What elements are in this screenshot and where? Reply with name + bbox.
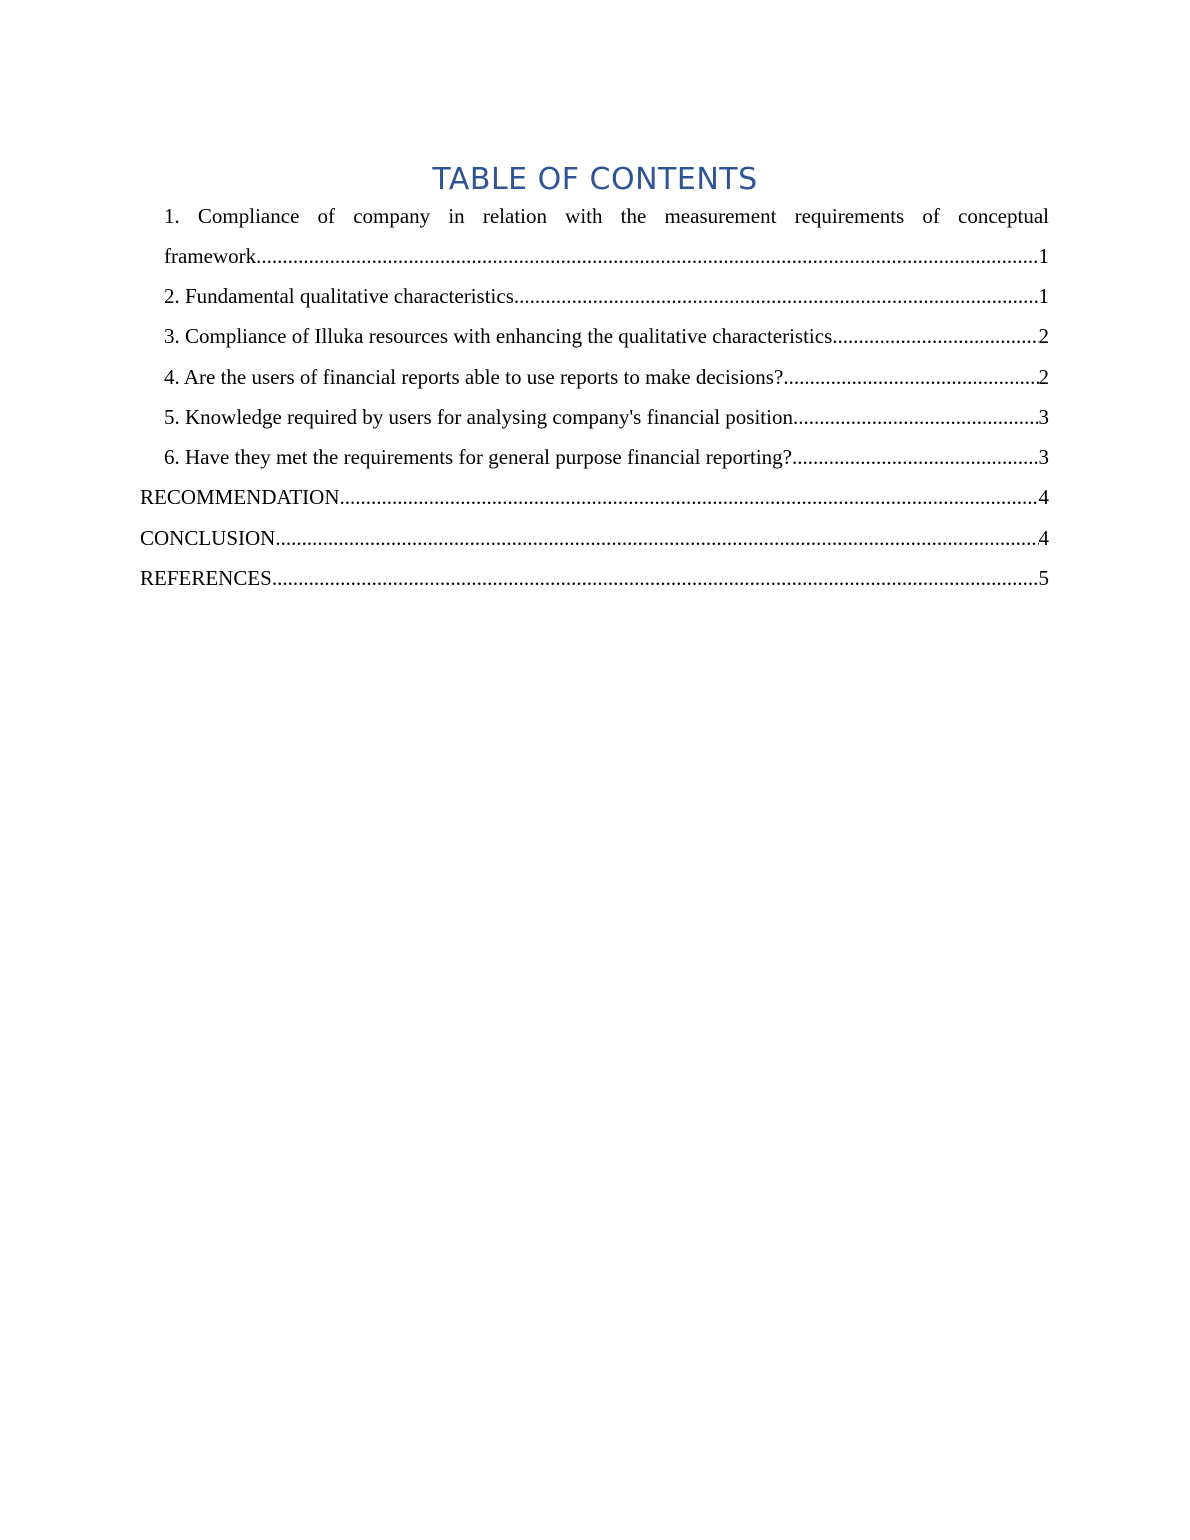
- toc-page-number: 1: [1038, 284, 1049, 308]
- toc-entry-label: framework: [164, 244, 257, 268]
- toc-page-number: 2: [1038, 324, 1049, 348]
- toc-entry-label: CONCLUSION: [140, 526, 276, 550]
- dot-leader: [256, 236, 1038, 276]
- toc-entry-label: RECOMMENDATION: [140, 485, 340, 509]
- toc-entry-references[interactable]: [140, 558, 1049, 598]
- toc-entry-4[interactable]: [164, 357, 1049, 397]
- toc-entry-label: 6. Have they met the requirements for general purpose financial reporting?: [164, 445, 793, 469]
- dot-leader: [275, 518, 1038, 558]
- dot-leader: [792, 437, 1038, 477]
- toc-entry-6[interactable]: [164, 437, 1049, 477]
- dot-leader: [514, 276, 1039, 316]
- toc-page-number: 5: [1038, 566, 1049, 590]
- dot-leader: [832, 316, 1038, 356]
- toc-page-number: 2: [1038, 365, 1049, 389]
- toc-entry-recommendation[interactable]: [140, 477, 1049, 517]
- toc-entry-1-line-1[interactable]: [164, 196, 1049, 236]
- toc-entry-label: REFERENCES: [140, 566, 272, 590]
- toc-entry-label: 2. Fundamental qualitative characteristics: [164, 284, 514, 308]
- toc-page-number: 3: [1038, 445, 1049, 469]
- toc-page-number: 4: [1038, 485, 1049, 509]
- toc-entry-label: 5. Knowledge required by users for analysing company's financial position.: [164, 405, 799, 429]
- dot-leader: [340, 477, 1039, 517]
- toc-entry-conclusion[interactable]: [140, 518, 1049, 558]
- toc-page-number: 1: [1038, 244, 1049, 268]
- toc-entry-label: 3. Compliance of Illuka resources with enhancing the qualitative characteristics: [164, 324, 833, 348]
- toc-entry-3[interactable]: [164, 316, 1049, 356]
- toc-page-number: 3: [1038, 405, 1049, 429]
- toc-entry-1-line-2[interactable]: [164, 236, 1049, 276]
- dot-leader: [783, 357, 1038, 397]
- toc-entry-2[interactable]: [164, 276, 1049, 316]
- dot-leader: [272, 558, 1039, 598]
- toc-page-number: 4: [1038, 526, 1049, 550]
- toc-entry-label: 4. Are the users of financial reports able to use reports to make decisions?: [164, 365, 784, 389]
- toc-title: TABLE OF CONTENTS: [432, 162, 758, 197]
- dot-leader: [798, 397, 1038, 437]
- toc-entry-5[interactable]: [164, 397, 1049, 437]
- toc-entry-text: 1. Compliance of company in relation with the measurement requirements of conceptual: [164, 204, 1049, 228]
